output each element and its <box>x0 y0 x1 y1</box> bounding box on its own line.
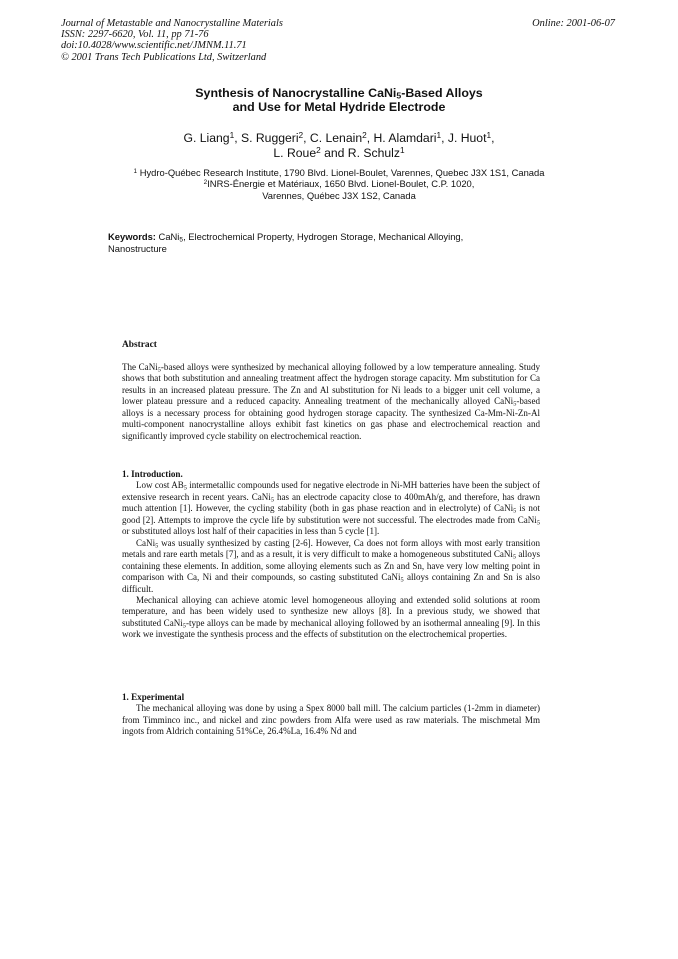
keywords-label: Keywords: <box>108 231 156 242</box>
affiliations: $^1$ Hydro-Québec Research Institute, 1790 Blvd. Lionel-Boulet, Varennes, Quebec J3X 1S1, Canada $^2$INRS-Énergie et Matériaux, 1650 Blvd. Lionel-Boulet, C.P. 1020, Varennes, Québec J3X 1S2, Canada <box>0 167 678 201</box>
author-list: G. Liang$^1$, S. Ruggeri$^2$, C. Lenain$^2$, H. Alamdari$^1$, J. Huot$^1$, L. Roue$^2$ and R. Schulz$^1$ <box>183 130 495 160</box>
journal-name: Journal of Metastable and Nanocrystalline Materials <box>61 18 283 29</box>
experimental-paragraph-1: The mechanical alloying was done by using a Spex 8000 ball mill. The calcium particles (1-2mm in diameter) from Timminco inc., and nickel and zinc powders from Alfa were used as raw materials. The mischmetal Mm ingots from Aldrich containing 51%Ce, 26.4%La, 16.4% Nd and <box>122 703 540 737</box>
abstract-paragraph: The CaNi$_5$-based alloys were synthesized by mechanical alloying followed by a low temperature annealing. Study shows that both substitution and annealing treatment affect the hydrogen storage capacity. Mm substitution for Ca results in an increased plateau pressure. The Zn and Al substitution for Ni leads to a bigger unit cell volume, a lower plateau pressure and a reduced capacity. Annealing treatment of the mechanically alloyed CaNi$_5$-based alloys is a necessary process for obtaining good hydrogen storage capacity. The synthesized Ca-Mm-Ni-Zn-Al multi-component nanocrystalline alloys exhibit fast kinetics on gas phase and electrochemical reaction and significantly improved cycle stability on electrochemical reaction. <box>122 362 540 441</box>
affiliation-1: $^1$ Hydro-Québec Research Institute, 1790 Blvd. Lionel-Boulet, Varennes, Quebec J3X 1S1, Canada <box>133 167 545 178</box>
keywords: Keywords: CaNi$_5$, Electrochemical Property, Hydrogen Storage, Mechanical Alloying, Nanostructure <box>108 231 464 254</box>
abstract-body <box>122 362 540 442</box>
introduction-heading: 1. Introduction. <box>122 469 183 479</box>
abstract-heading: Abstract <box>122 340 157 350</box>
experimental-heading: 1. Experimental <box>122 692 185 702</box>
introduction-section <box>122 469 540 641</box>
online-date: Online: 2001-06-07 <box>532 18 615 29</box>
intro-paragraph-3: Mechanical alloying can achieve atomic level homogeneous alloying and extended solid solutions at room temperature, and has been widely used to synthesize new alloys [8]. In a previous study, we showed that substituted CaNi$_5$-type alloys can be made by mechanical alloying followed by an isothermal annealing [9]. In this work we investigate the synthesis process and the effects of substitution on the electrochemical properties. <box>122 594 540 640</box>
journal-doi: doi:10.4028/www.scientific.net/JMNM.11.71 <box>61 40 247 52</box>
journal-issn: ISSN: 2297-6620, Vol. 11, pp 71-76 <box>61 29 209 41</box>
intro-paragraph-2: CaNi$_5$ was usually synthesized by casting [2-6]. However, Ca does not form alloys with most early transition metals and rare earth metals [7], and as a result, it is very difficult to make a homogeneous substituted CaNi$_5$ alloys containing these elements. In addition, some alloying elements such as Zn and Sn, have very low melting point in comparison with Ca, Ni and their compounds, so casting substituted CaNi$_5$ alloys containing Zn and Sn is also difficult. <box>122 537 540 594</box>
intro-paragraph-1: Low cost $AB_5$ intermetallic compounds used for negative electrode in Ni-MH batteries have been the subject of extensive research in recent years. CaNi$_5$ has an electrode capacity close to 400mAh/g, and therefore, has drawn much attention [1]. However, the cycling stability (both in gas phase reaction and in electrolyte) of CaNi$_5$ is not good [2]. Attempts to improve the cycle life by substitution were not successful. The electrodes made from CaNi$_5$ or substituted alloys lost half of their capacities in less than 5 cycle [1]. <box>122 480 540 537</box>
paper-title: Synthesis of Nanocrystalline CaNi$_5$-Based Alloys and Use for Metal Hydride Electrode <box>195 86 483 114</box>
journal-header <box>61 18 283 63</box>
affiliation-2: $^2$INRS-Énergie et Matériaux, 1650 Blvd. Lionel-Boulet, C.P. 1020, <box>203 178 475 190</box>
journal-copyright: © 2001 Trans Tech Publications Ltd, Switzerland <box>61 51 267 63</box>
experimental-section <box>122 692 540 738</box>
